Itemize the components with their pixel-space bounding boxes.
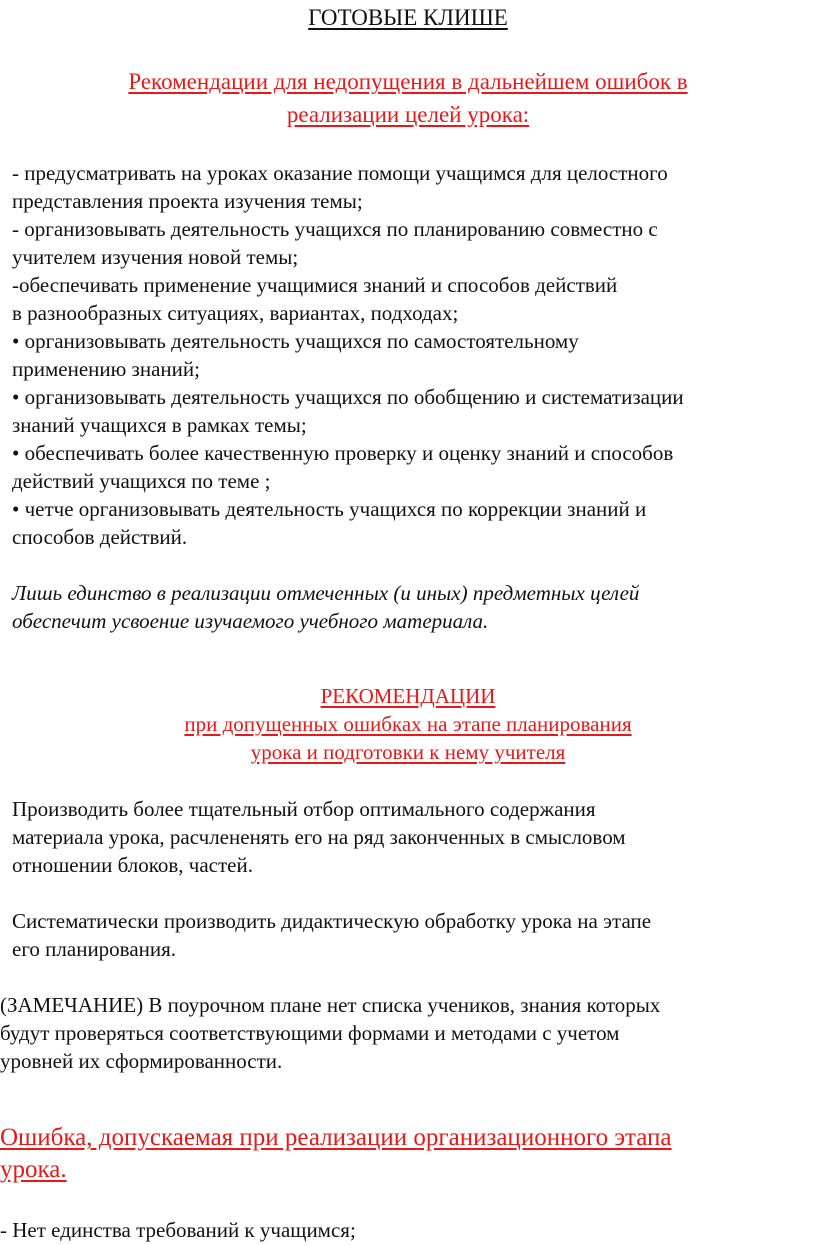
section2-remark-line: (ЗАМЕЧАНИЕ) В поурочном плане нет списка учеников, знания которых [0, 993, 661, 1017]
section1-item-line: -обеспечивать применение учащимися знаний и способов действий [12, 273, 618, 297]
section1-note-line: обеспечит усвоение изучаемого учебного материала. [12, 609, 489, 633]
section2-heading-line-3: урока и подготовки к нему учителя [250, 740, 566, 764]
section2-paragraph1-line: материала урока, расчлененять его на ряд законченных в смысловом [12, 825, 626, 849]
section2-remark-line: будут проверяться соответствующими формами и методами с учетом [0, 1021, 620, 1045]
section2-remark-line: уровней их сформированности. [0, 1049, 283, 1073]
section1-item-line: • обеспечивать более качественную проверку и оценку знаний и способов [12, 441, 674, 465]
section1-item-line: • четче организовывать деятельность учащихся по коррекции знаний и [12, 497, 647, 521]
section1-heading-line-1: Рекомендации для недопущения в дальнейшем ошибок в [128, 69, 688, 94]
section3-heading-line-2: урока. [0, 1156, 67, 1183]
section1-item-line: учителем изучения новой темы; [12, 245, 299, 269]
section1-item-line: способов действий. [12, 525, 188, 549]
section1-item-line: в разнообразных ситуациях, вариантах, подходах; [12, 301, 459, 325]
section1-item-line: • организовывать деятельность учащихся по самостоятельному [12, 329, 579, 353]
section1-item-line: - предусматривать на уроках оказание помощи учащимся для целостного [12, 161, 668, 185]
section1-item-line: действий учащихся по теме ; [12, 469, 271, 493]
section1-item-line: - организовывать деятельность учащихся по планированию совместно с [12, 217, 658, 241]
section2-paragraph2-line: его планирования. [12, 937, 177, 961]
section2-paragraph1-line: отношении блоков, частей. [12, 853, 253, 877]
section2-paragraph2-line: Систематически производить дидактическую обработку урока на этапе [12, 909, 652, 933]
section1-item-line: знаний учащихся в рамках темы; [12, 413, 307, 437]
section1-item-line: применению знаний; [12, 357, 200, 381]
section2-heading-line-2: при допущенных ошибках на этапе планирования [184, 712, 632, 736]
section1-heading-line-2: реализации целей урока: [286, 102, 530, 127]
section3-item-line: - Нет единства требований к учащимся; [0, 1218, 356, 1242]
section2-paragraph1-line: Производить более тщательный отбор оптимального содержания [12, 797, 596, 821]
section1-item-line: представления проекта изучения темы; [12, 189, 363, 213]
section1-note-line: Лишь единство в реализации отмеченных (и иных) предметных целей [12, 581, 640, 605]
page-title: ГОТОВЫЕ КЛИШЕ [308, 5, 508, 30]
section2-heading-line-1: РЕКОМЕНДАЦИИ [320, 684, 496, 708]
section1-item-line: • организовывать деятельность учащихся по обобщению и систематизации [12, 385, 684, 409]
section3-heading-line-1: Ошибка, допускаемая при реализации организационного этапа [0, 1124, 672, 1151]
